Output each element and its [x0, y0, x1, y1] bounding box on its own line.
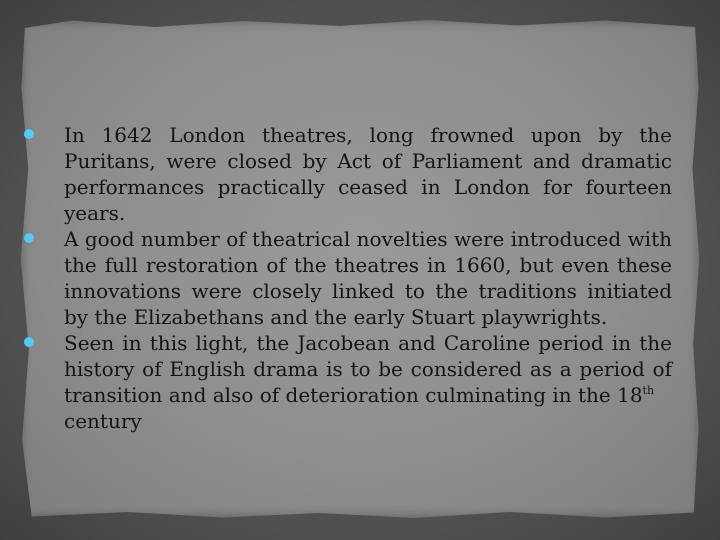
bullet-dot-icon: [24, 337, 34, 347]
ordinal-superscript: th: [642, 384, 655, 397]
bullet-text-tail: century: [64, 409, 142, 433]
bullet-text: Seen in this light, the Jacobean and Caroline period in the history of English drama is to be considered as a period of transition and also of deterioration culminating in the 18: [64, 331, 672, 407]
slide-content: [20, 122, 672, 434]
bullet-text: A good number of theatrical novelties were introduced with the full restoration of the theatres in 1660, but even these innovations were closely linked to the traditions initiated by the Elizabethans and the early Stuart playwrights.: [64, 227, 672, 329]
bullet-item: [20, 330, 672, 434]
bullet-list: [20, 122, 672, 434]
bullet-text: In 1642 London theatres, long frowned upon by the Puritans, were closed by Act of Parliament and dramatic performances practically ceased in London for fourteen years.: [64, 123, 672, 225]
bullet-dot-icon: [24, 233, 34, 243]
bullet-item: [20, 122, 672, 226]
bullet-item: [20, 226, 672, 330]
bullet-dot-icon: [24, 129, 34, 139]
